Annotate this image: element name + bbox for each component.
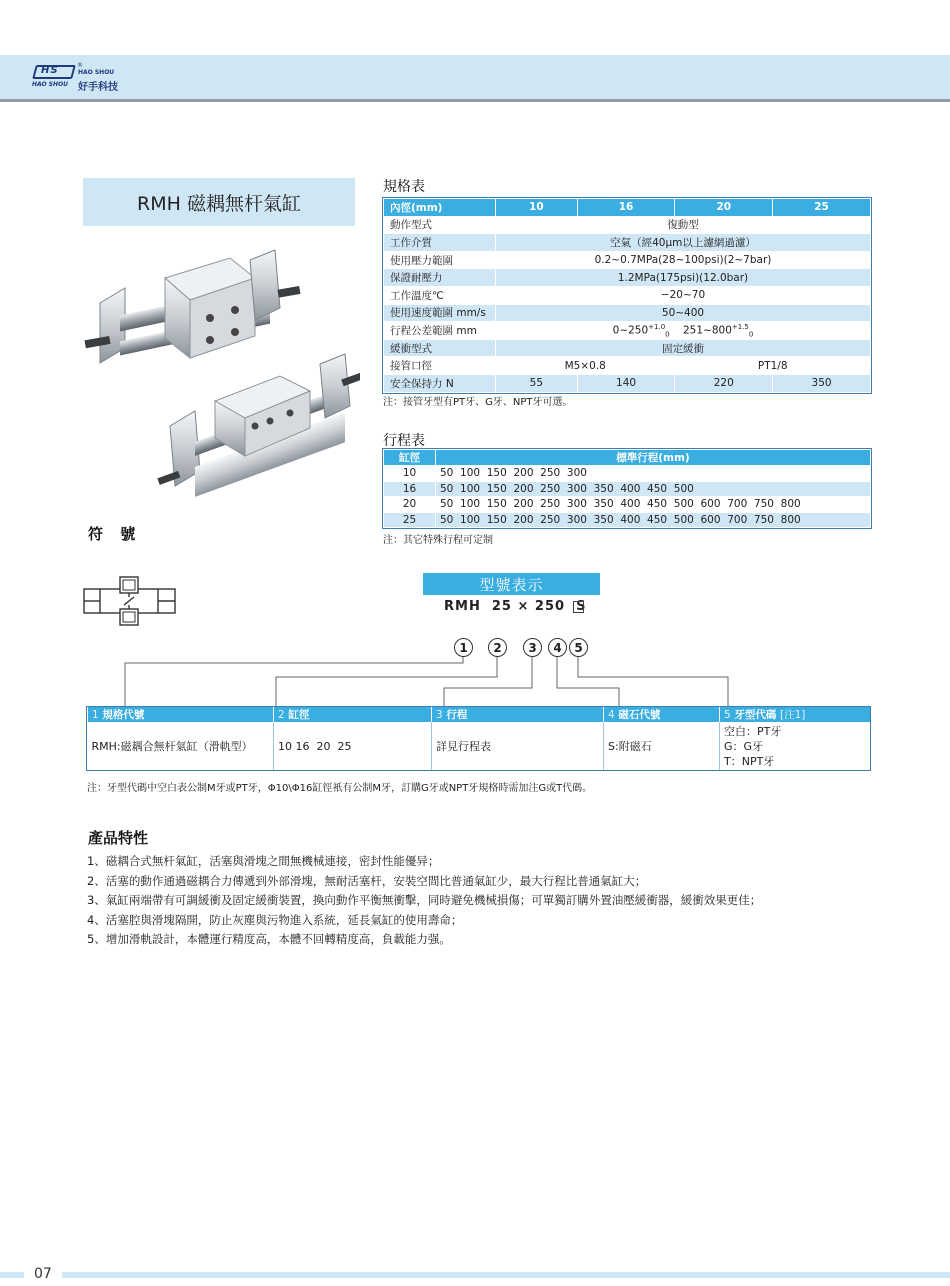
spec-header-row [384, 199, 871, 217]
spec-label: 工作介質 [384, 234, 496, 252]
stroke-values: 50 100 150 200 250 300 350 400 450 500 600 700 750 800 [436, 512, 871, 528]
model-code: RMH 25 × 250 S [444, 599, 587, 614]
product-title: RMH 磁耦無杆氣缸 [83, 178, 355, 226]
header-band [0, 55, 950, 99]
spec-row [384, 304, 871, 322]
stroke-values: 50 100 150 200 250 300 [436, 466, 871, 482]
code-header-magnet [604, 707, 720, 722]
spec-label: 使用速度範圍 mm/s [384, 304, 496, 322]
spec-value: M5×0.8 [496, 357, 675, 375]
feature-item: 2、活塞的動作通過磁耦合力傳遞到外部滑塊，無耐活塞杆，安裝空間比普通氣缸少，最大行程比普通氣缸大； [87, 873, 647, 888]
stroke-bore: 25 [384, 512, 436, 528]
spec-table-title: 規格表 [383, 179, 425, 195]
feature-item: 4、活塞腔與滑塊隔開，防止灰塵與污物進入系統，延長氣缸的使用壽命； [87, 912, 463, 927]
code-cell-magnet: S:附磁石 [604, 722, 720, 770]
spec-value: 350 [773, 374, 871, 392]
features-title: 產品特性 [88, 829, 149, 847]
model-banner: 型號表示 [423, 573, 600, 595]
code-cell-spec: RMH:磁耦合無杆氣缸（滑軌型） [91, 740, 253, 753]
spec-header-cell: 內徑(mm) [384, 199, 496, 217]
tolerance-sub-b: 0 [748, 330, 754, 339]
code-header-num: 2 [278, 709, 285, 721]
spec-label: 行程公差範圍 mm [384, 322, 496, 340]
spec-table [383, 198, 871, 393]
spec-row [384, 251, 871, 269]
spec-value: 140 [577, 374, 675, 392]
features-list [87, 852, 761, 950]
spec-label: 動作型式 [384, 216, 496, 234]
symbol-heading: 符 號 [88, 525, 142, 543]
product-photo [80, 248, 360, 510]
thread-option: G：G牙 [724, 739, 764, 753]
spec-label: 接管口徑 [384, 357, 496, 375]
spec-value: 55 [496, 374, 578, 392]
code-header-num: 1 [92, 709, 99, 721]
spec-label: 工作溫度℃ [384, 286, 496, 304]
logo-tagline: HAO SHOU [32, 81, 68, 88]
tolerance-sup-a: +1.0 [648, 322, 666, 331]
code-header-label: 缸徑 [288, 709, 310, 721]
code-cell-thread [720, 722, 871, 770]
model-code-table [87, 707, 870, 770]
page-number: 07 [34, 1266, 52, 1282]
model-circle-1: 1 [454, 638, 473, 657]
stroke-bore: 16 [384, 481, 436, 497]
model-circle-5: 5 [569, 638, 588, 657]
stroke-header-row [384, 450, 871, 466]
spec-label: 安全保持力 N [384, 374, 496, 392]
spec-row [384, 234, 871, 252]
header-divider [0, 99, 950, 102]
footer-bar-right [62, 1272, 950, 1278]
stroke-row [384, 481, 871, 497]
spec-label: 緩衝型式 [384, 339, 496, 357]
stroke-row [384, 512, 871, 528]
spec-row [384, 374, 871, 392]
logo-name-cn: 好手科技 [78, 82, 118, 93]
stroke-header-bore: 缸徑 [384, 450, 436, 466]
spec-value-tolerance [496, 322, 871, 340]
spec-value: 0.2~0.7MPa(28~100psi)(2~7bar) [496, 251, 871, 269]
model-circle-2: 2 [488, 638, 507, 657]
cylinder-upper [85, 250, 301, 363]
code-note: 注：牙型代碼中空白表公制M牙或PT牙，Φ10\Φ16缸徑衹有公制M牙，訂購G牙或NPT牙規格時需加注G或T代碼。 [87, 783, 593, 794]
stroke-row [384, 497, 871, 513]
code-header-note-ref: [注1] [780, 709, 806, 721]
spec-value: 空氣（經40μm以上濾網過濾） [496, 234, 871, 252]
stroke-bore: 20 [384, 497, 436, 513]
spec-label: 保證耐壓力 [384, 269, 496, 287]
stroke-header-strokes: 標準行程(mm) [436, 450, 871, 466]
stroke-note: 注：其它特殊行程可定制 [383, 535, 493, 546]
spec-value: PT1/8 [675, 357, 871, 375]
stroke-bore: 10 [384, 466, 436, 482]
code-value-row [88, 722, 871, 770]
model-circle-3: 3 [523, 638, 542, 657]
code-header-label: 規格代號 [102, 709, 145, 721]
spec-note: 注：接管牙型有PT牙、G牙、NPT牙可選。 [383, 397, 573, 408]
model-thread-box [573, 601, 584, 613]
spec-row [384, 216, 871, 234]
tolerance-sub-a: 0 [665, 330, 670, 339]
code-header-bore [274, 707, 432, 722]
stroke-row [384, 466, 871, 482]
code-header-label: 磁石代號 [618, 709, 661, 721]
cylinder-lower [157, 354, 360, 497]
spec-value: 固定緩衝 [496, 339, 871, 357]
thread-option: 空白：PT牙 [724, 724, 782, 738]
spec-row [384, 269, 871, 287]
thread-option: T：NPT牙 [724, 754, 775, 768]
stroke-values: 50 100 150 200 250 300 350 400 450 500 [436, 481, 871, 497]
feature-item: 3、氣缸兩端帶有可調緩衝及固定緩衝裝置，換向動作平衡無衝擊，同時避免機械損傷；可單獨訂購外置油壓緩衝器，緩衝效果更佳； [87, 893, 762, 907]
spec-header-cell: 16 [577, 199, 675, 217]
code-header-num: 3 [436, 709, 443, 721]
tolerance-range-b: 251~800 [683, 324, 732, 337]
spec-header-cell: 10 [496, 199, 578, 217]
tolerance-range-a: 0~250 [612, 324, 649, 337]
spec-row [384, 357, 871, 375]
code-header-thread [720, 707, 871, 722]
code-cell-stroke: 詳見行程表 [432, 722, 604, 770]
footer-bar-left [0, 1272, 24, 1278]
spec-header-cell: 20 [675, 199, 773, 217]
brand-logo [32, 64, 142, 92]
stroke-table [383, 449, 871, 528]
spec-value: 50~400 [496, 304, 871, 322]
code-header-stroke [432, 707, 604, 722]
logo-registered: ® [77, 62, 83, 69]
spec-value: 復動型 [496, 216, 871, 234]
spec-row [384, 286, 871, 304]
spec-value: 220 [675, 374, 773, 392]
stroke-values: 50 100 150 200 250 300 350 400 450 500 600 700 750 800 [436, 497, 871, 513]
logo-name-en: HAO SHOU [78, 69, 115, 76]
pneumatic-symbol [82, 575, 177, 630]
spec-label: 使用壓力範圍 [384, 251, 496, 269]
model-circle-4: 4 [548, 638, 567, 657]
spec-header-cell: 25 [773, 199, 871, 217]
stroke-table-title: 行程表 [383, 433, 425, 449]
spec-value: 1.2MPa(175psi)(12.0bar) [496, 269, 871, 287]
spec-value: −20~70 [496, 286, 871, 304]
code-header-num: 5 [724, 709, 731, 721]
tolerance-sup-b: +1.5 [731, 322, 749, 331]
code-header-row [88, 707, 871, 722]
code-header-label: 牙型代碼 [734, 709, 777, 721]
logo-mark: HS [41, 65, 59, 76]
code-header-spec [88, 707, 274, 722]
feature-item: 1、磁耦合式無杆氣缸，活塞與滑塊之間無機械連接，密封性能優异； [87, 854, 440, 868]
code-header-num: 4 [608, 709, 615, 721]
spec-row [384, 322, 871, 340]
code-header-label: 行程 [446, 709, 468, 721]
code-cell-bore: 10 16 20 25 [274, 722, 432, 770]
spec-row [384, 339, 871, 357]
feature-item: 5、增加滑軌設計，本體運行精度高，本體不回轉精度高，負載能力强。 [87, 932, 451, 946]
